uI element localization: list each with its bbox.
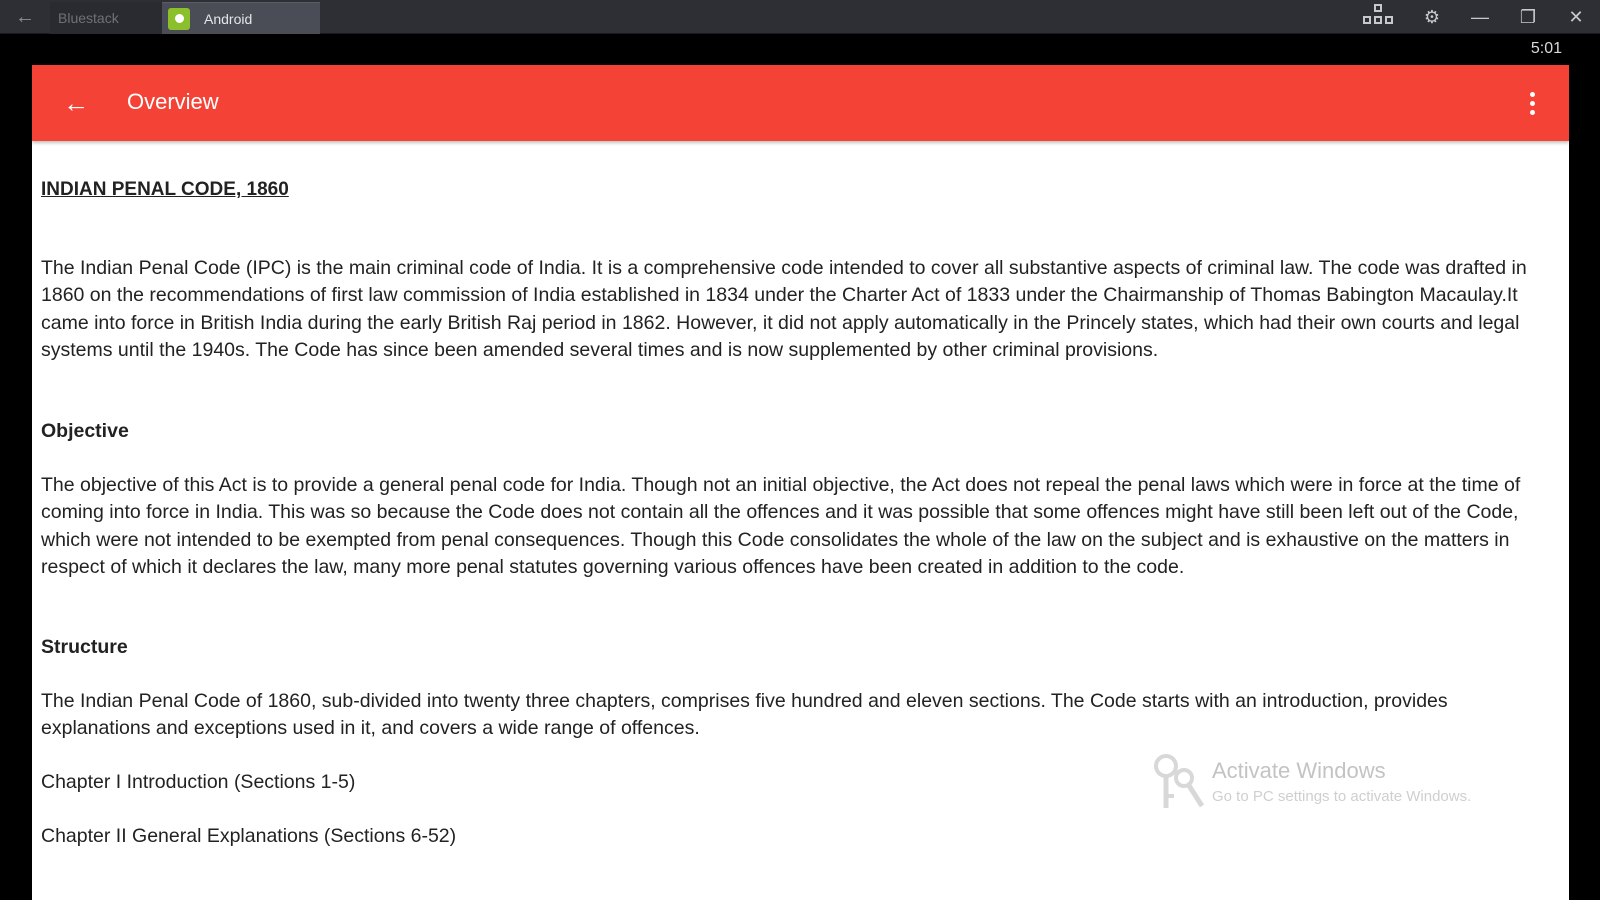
arrow-left-icon[interactable]: ← [63, 87, 89, 118]
objective-heading: Objective [41, 420, 129, 442]
objective-paragraph: The objective of this Act is to provide a general penal code for India. Though not an initial objective, the Act does not repeal the penal laws which were in force at the time of coming into force in India. This was so because the Code does not contain all the offences and it was possible that some offences might have still been left out of the Code, which were not intended to be exempted from penal consequences. Though this Code consolidates the whole of the law on the subject and is exhaustive on the matters in respect of which it declares the law, many more penal statutes governing various offences have been created in addition to the code. [41, 474, 1521, 578]
activate-windows-watermark [1150, 752, 1530, 812]
settings-icon[interactable]: ⚙ [1423, 6, 1441, 27]
android-screen [0, 35, 1600, 900]
window-titlebar [0, 0, 1600, 34]
structure-heading: Structure [41, 636, 128, 658]
restore-icon[interactable]: ❐ [1519, 6, 1537, 27]
more-vert-icon[interactable] [1517, 85, 1547, 121]
tab-bluestack[interactable] [50, 2, 162, 34]
window-controls [1348, 0, 1600, 34]
watermark-subtitle: Go to PC settings to activate Windows. [1212, 788, 1472, 805]
tab-android[interactable] [162, 2, 320, 34]
tab-label: Bluestack [58, 10, 119, 26]
arrow-left-icon[interactable]: ← [15, 5, 35, 28]
structure-paragraph: The Indian Penal Code of 1860, sub-divided into twenty three chapters, comprises five hundred and eleven sections. The Code starts with an introduction, provides explanations and exceptions used in it, and covers a wide range of offences. [41, 690, 1448, 740]
status-bar [0, 35, 1600, 65]
app-bar [32, 65, 1569, 141]
android-icon [168, 8, 190, 30]
minimize-icon[interactable]: — [1471, 6, 1489, 27]
intro-paragraph: The Indian Penal Code (IPC) is the main criminal code of India. It is a comprehensive code intended to cover all substantive aspects of criminal law. The code was drafted in 1860 on the recommendations of first law commission of India established in 1834 under the Charter Act of 1833 under the Chairmanship of Thomas Babington Macaulay.It came into force in British India during the early British Raj period in 1862. However, it did not apply automatically in the Princely states, which had their own courts and legal systems until the 1940s. The Code has since been amended several times and is now supplemented by other criminal provisions. [41, 257, 1527, 361]
tab-label: Android [204, 10, 253, 27]
key-icon [1150, 752, 1206, 812]
chapter-item[interactable]: Chapter I Introduction (Sections 1-5) [41, 771, 356, 793]
status-time: 5:01 [1530, 40, 1562, 57]
watermark-title: Activate Windows [1212, 758, 1386, 783]
page-title: Overview [127, 89, 219, 114]
chapter-item[interactable]: Chapter II General Explanations (Sections 6-52) [41, 825, 457, 847]
apps-grid-icon[interactable] [1348, 0, 1408, 34]
close-icon[interactable]: ✕ [1568, 6, 1584, 27]
document-title: INDIAN PENAL CODE, 1860 [41, 179, 289, 200]
